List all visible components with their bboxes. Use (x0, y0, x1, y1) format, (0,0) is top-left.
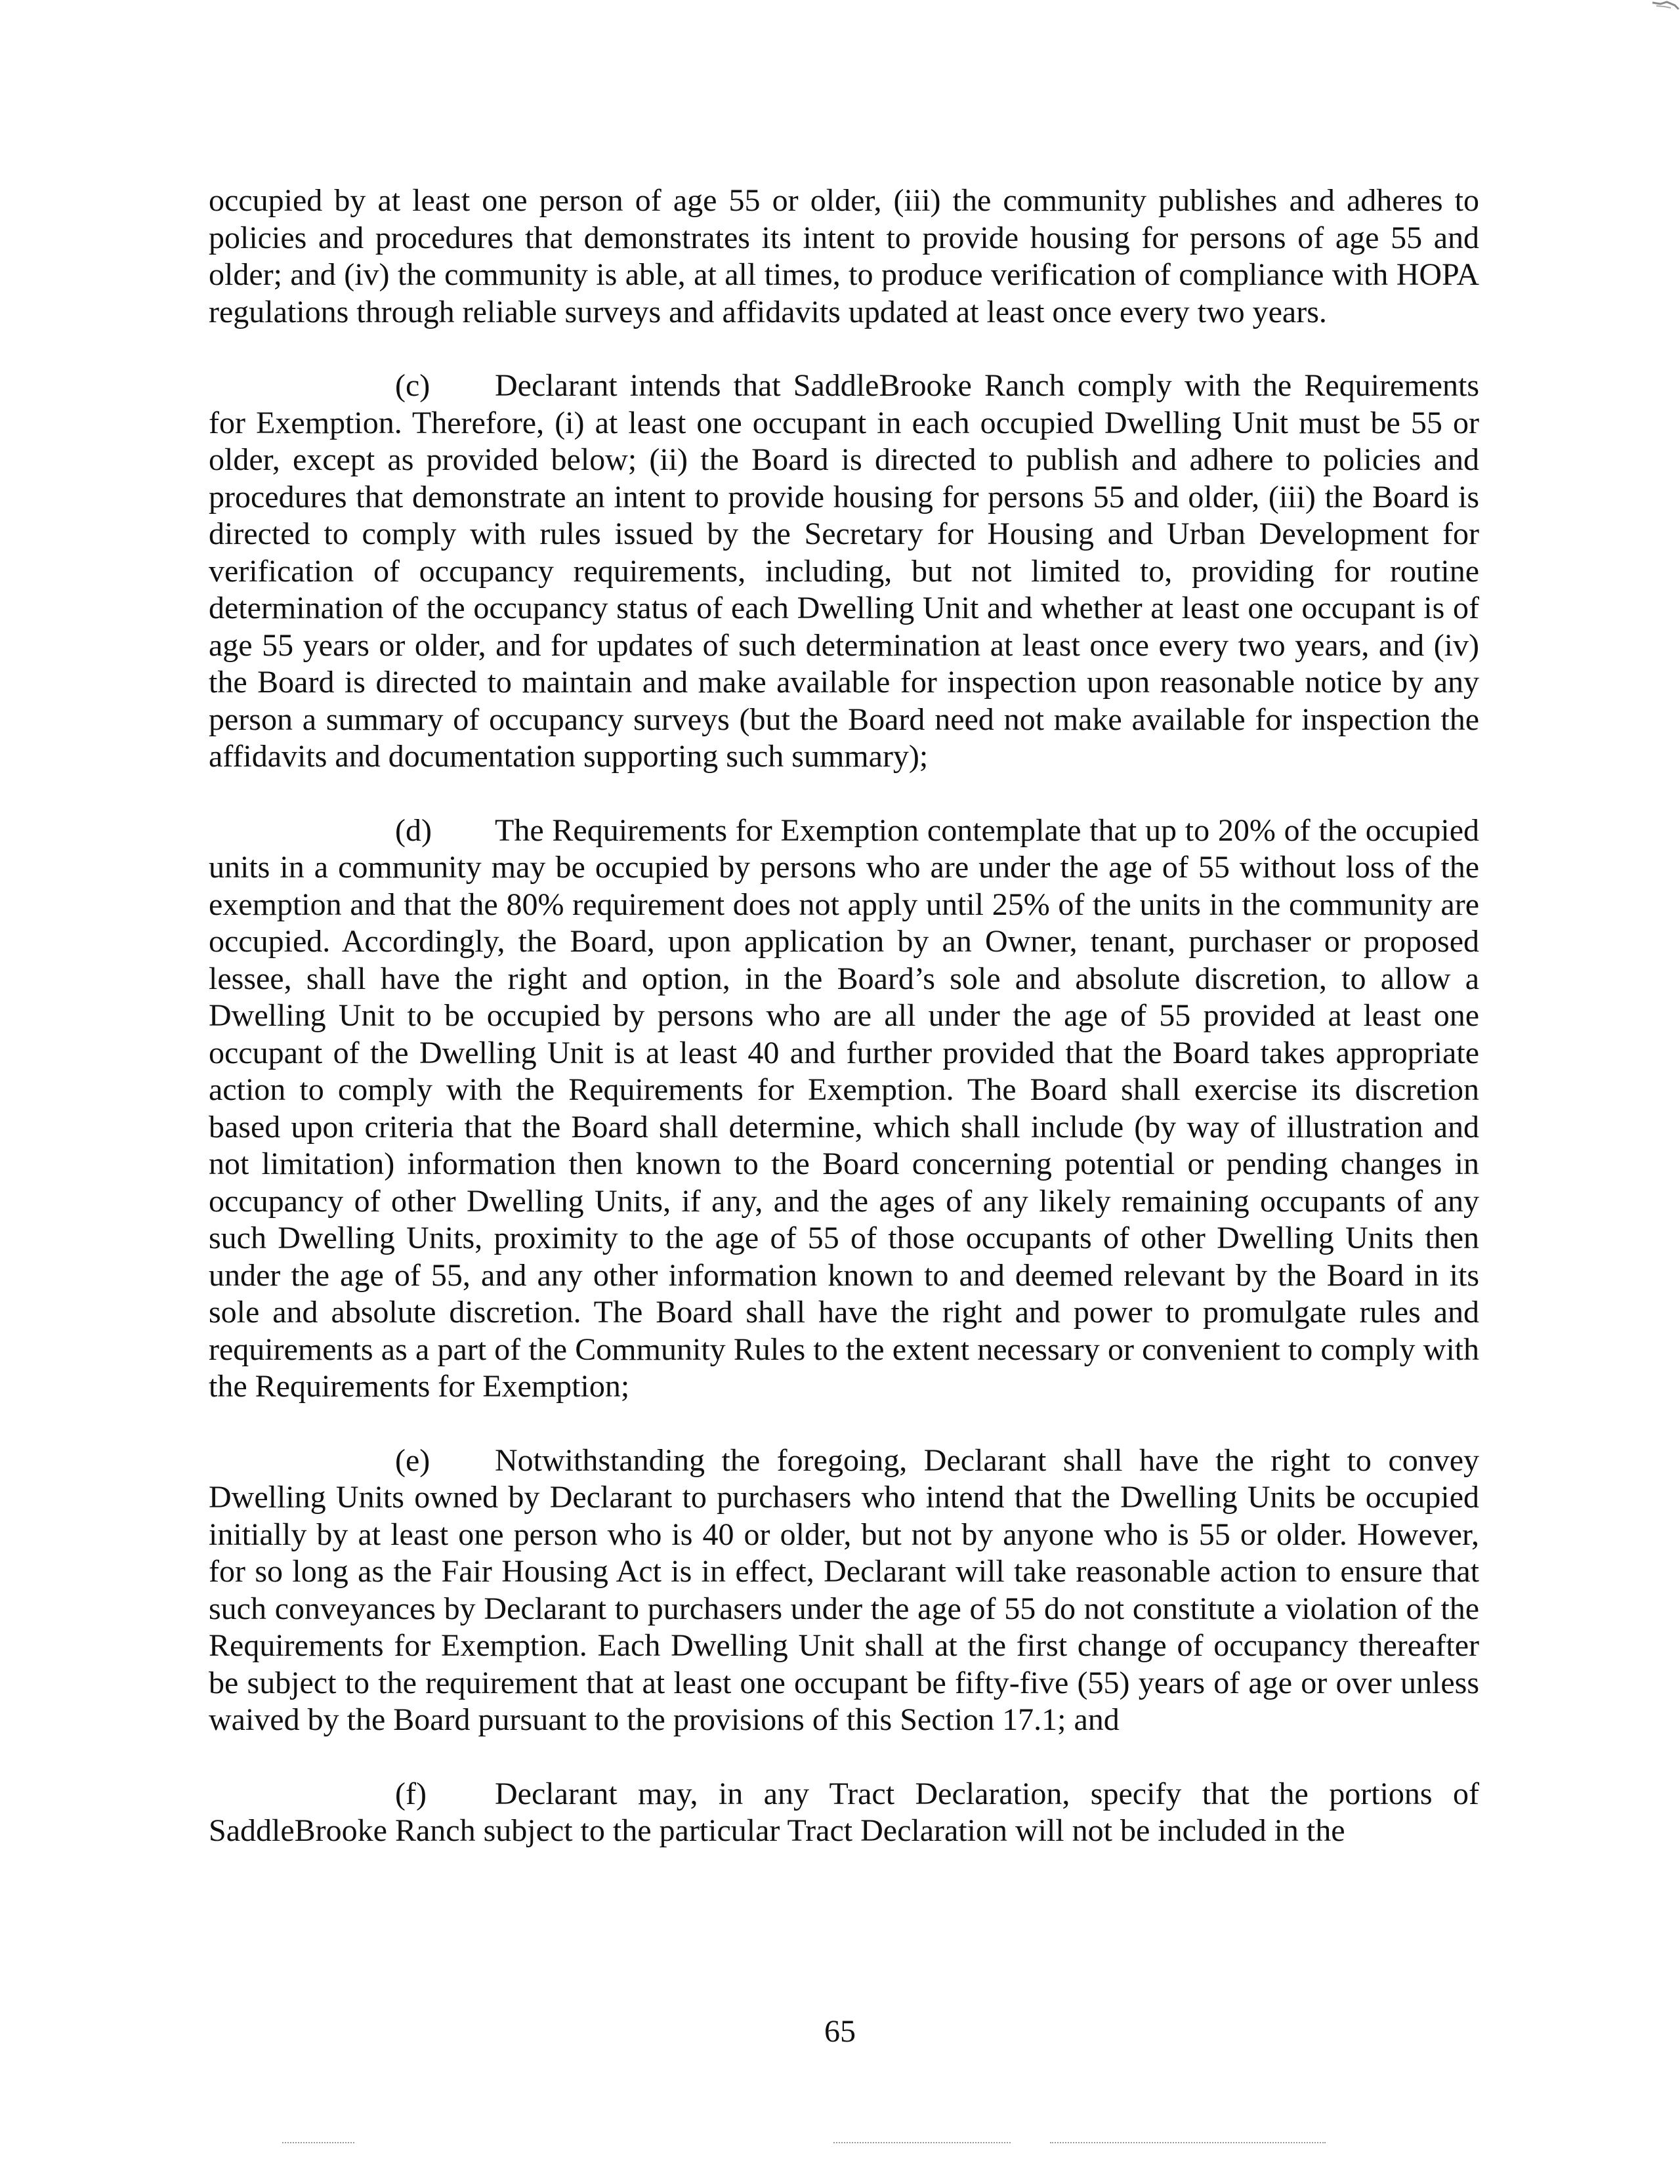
scan-artifact-dots (833, 2142, 1011, 2146)
paragraph-intro (209, 182, 1479, 331)
paragraph-f (209, 1776, 1479, 1850)
paragraph-text: Declarant may, in any Tract Declaration, specify that the portions of SaddleBrooke Ranch subject to the particular Tract Declaration will not be included in the (209, 1776, 1479, 1848)
paragraph-c (209, 368, 1479, 776)
paragraph-label: (e) (395, 1442, 430, 1478)
scan-artifact-dots (282, 2142, 354, 2146)
paragraph-text: occupied by at least one person of age 55 or older, (iii) the community publishes and adheres to policies and procedures that demonstrates its intent to provide housing for persons of age 55 and older; and (iv) the community is able, at all times, to produce verification of compliance with HOPA regulations through reliable surveys and affidavits updated at least once every two years. (209, 183, 1479, 329)
paragraph-text: Notwithstanding the foregoing, Declarant shall have the right to convey Dwelling Units owned by Declarant to purchasers who intend that the Dwelling Units be occupied initially by at least one person who is 40 or older, but not by anyone who is 55 or older. However, for so long as the Fair Housing Act is in effect, Declarant will take reasonable action to ensure that such conveyances by Declarant to purchasers under the age of 55 do not constitute a violation of the Requirements for Exemption. Each Dwelling Unit shall at the first change of occupancy thereafter be subject to the requirement that at least one occupant be fifty-five (55) years of age or over unless waived by the Board pursuant to the provisions of this Section 17.1; and (209, 1442, 1479, 1737)
paragraph-e (209, 1442, 1479, 1739)
scan-artifact-dots (1050, 2142, 1326, 2146)
paragraph-label: (f) (395, 1776, 427, 1811)
document-body (209, 182, 1479, 1887)
paragraph-text: The Requirements for Exemption contemplate that up to 20% of the occupied units in a community may be occupied by persons who are under the age of 55 without loss of the exemption and that the 80% requirement does not apply until 25% of the units in the community are occupied. Accordingly, the Board, upon application by an Owner, tenant, purchaser or proposed lessee, shall have the right and option, in the Board’s sole and absolute discretion, to allow a Dwelling Unit to be occupied by persons who are all under the age of 55 provided at least one occupant of the Dwelling Unit is at least 40 and further provided that the Board takes appropriate action to comply with the Requirements for Exemption. The Board shall exercise its discretion based upon criteria that the Board shall determine, which shall include (by way of illustration and not limitation) information then known to the Board concerning potential or pending changes in occupancy of other Dwelling Units, if any, and the ages of any likely remaining occupants of any such Dwelling Units, proximity to the age of 55 of those occupants of other Dwelling Units then under the age of 55, and any other information known to and deemed relevant by the Board in its sole and absolute discretion. The Board shall have the right and power to promulgate rules and requirements as a part of the Community Rules to the extent necessary or convenient to comply with the Requirements for Exemption; (209, 812, 1479, 1404)
paragraph-d (209, 812, 1479, 1406)
scan-artifact-mark (1641, 0, 1680, 12)
paragraph-label: (c) (395, 368, 430, 403)
paragraph-text: Declarant intends that SaddleBrooke Ranch comply with the Requirements for Exemption. Therefore, (i) at least one occupant in each occupied Dwelling Unit must be 55 or older, except as provided below; (ii) the Board is directed to publish and adhere to policies and procedures that demonstrate an intent to provide housing for persons 55 and older, (iii) the Board is directed to comply with rules issued by the Secretary for Housing and Urban Development for verification of occupancy requirements, including, but not limited to, providing for routine determination of the occupancy status of each Dwelling Unit and whether at least one occupant is of age 55 years or older, and for updates of such determination at least once every two years, and (iv) the Board is directed to maintain and make available for inspection upon reasonable notice by any person a summary of occupancy surveys (but the Board need not make available for inspection the affidavits and documentation supporting such summary); (209, 368, 1479, 774)
page-number: 65 (824, 2014, 856, 2049)
paragraph-label: (d) (395, 812, 432, 848)
